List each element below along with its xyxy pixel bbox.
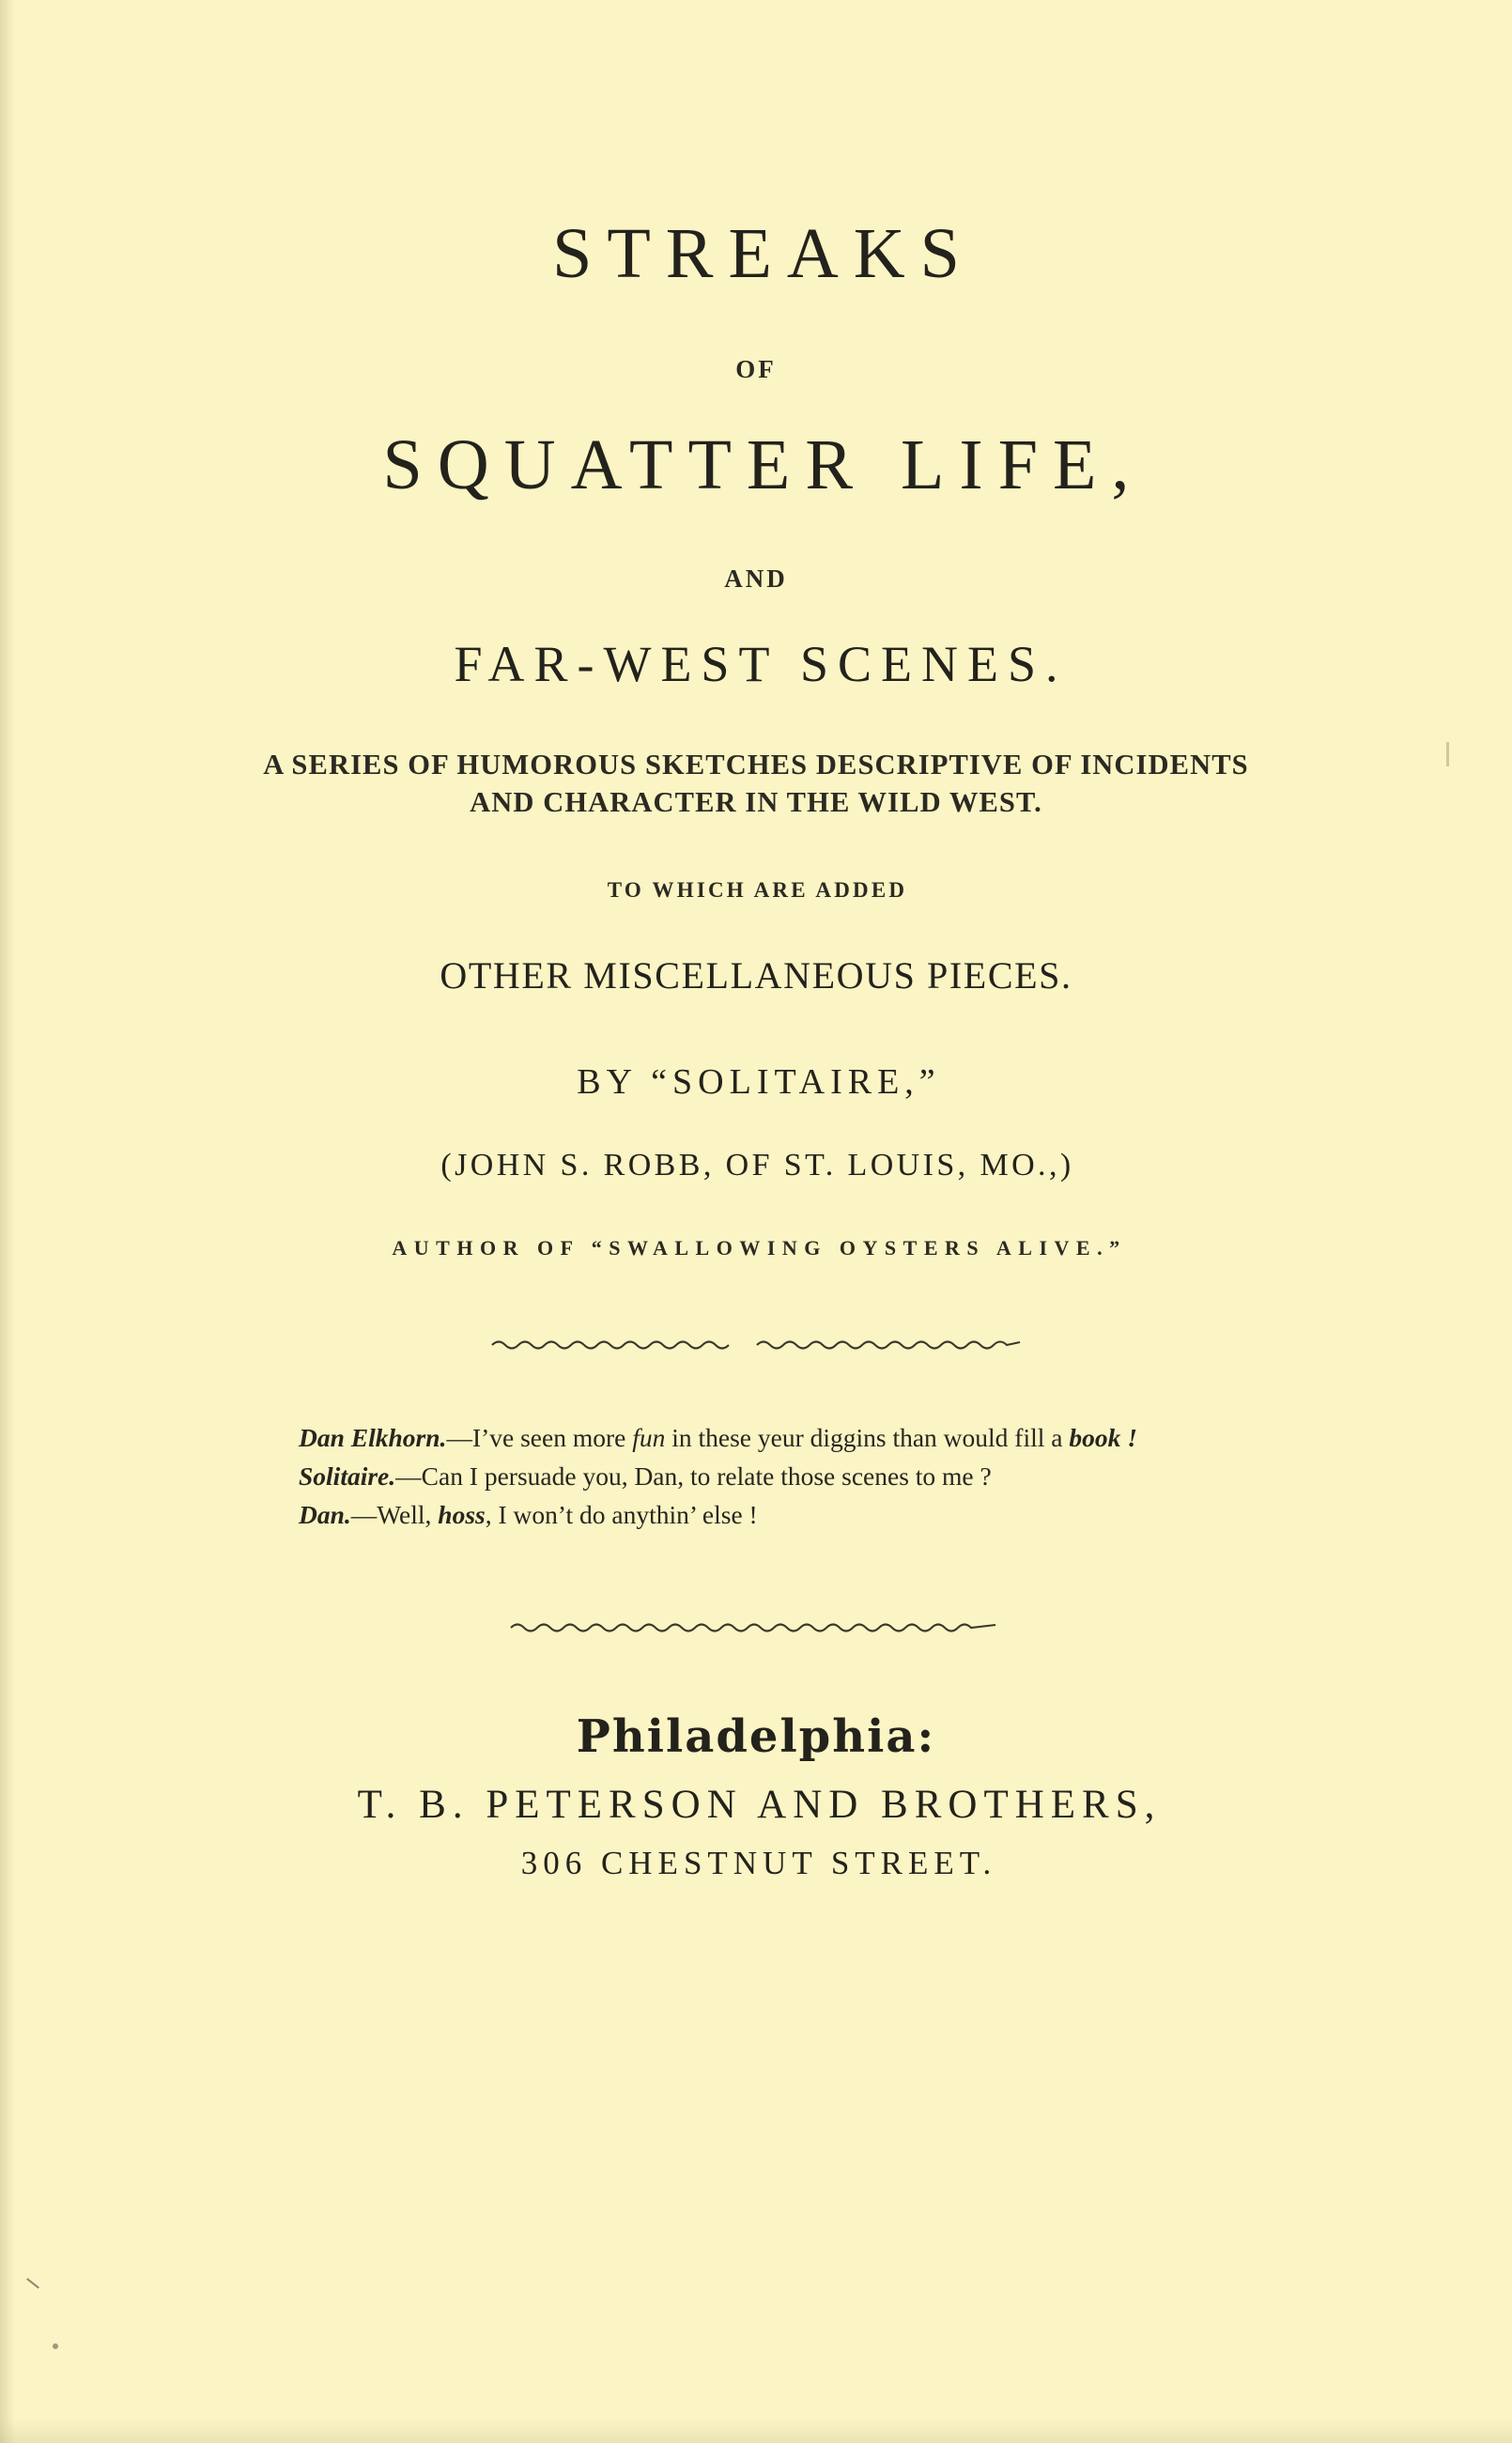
dialogue-line-2-text: —Can I persuade you, Dan, to relate those scenes to me ?	[395, 1461, 992, 1491]
dialogue-line-3-b: , I won’t do anythin’ else !	[485, 1500, 758, 1529]
imprint-publisher: T. B. PETERSON AND BROTHERS,	[357, 1783, 1162, 1828]
title-connector-and: AND	[724, 564, 788, 593]
title-line-3: FAR-WEST SCENES.	[454, 636, 1068, 692]
dialogue-speaker-1: Dan Elkhorn.	[299, 1422, 447, 1452]
subtitle-line-1: A SERIES OF HUMOROUS SKETCHES DESCRIPTIVE OF INCIDENTS	[263, 749, 1249, 781]
title-line-1: STREAKS	[552, 214, 975, 293]
addendum-lead: TO WHICH ARE ADDED	[607, 877, 908, 902]
subtitle	[0, 746, 1512, 822]
dialogue-line-3-a: —Well,	[350, 1500, 439, 1529]
wavy-rule-icon-1	[0, 1334, 1512, 1354]
dialogue-line-1-b: in these yeur diggins than would fill a	[665, 1422, 1070, 1452]
author-by-line: BY “SOLITAIRE,”	[577, 1061, 941, 1102]
title-line-2: SQUATTER LIFE,	[382, 425, 1145, 504]
page-speck-mark-2	[53, 2343, 58, 2349]
dialogue-speaker-2: Solitaire.	[299, 1461, 396, 1491]
page-speck-mark-1	[26, 2278, 39, 2288]
dialogue-line-3	[299, 1495, 1366, 1534]
imprint-address: 306 CHESTNUT STREET.	[520, 1845, 997, 1882]
dialogue-speaker-3: Dan.	[299, 1500, 351, 1529]
addendum-text: OTHER MISCELLANEOUS PIECES.	[440, 953, 1072, 997]
imprint-city: Philadelphia:	[576, 1710, 936, 1764]
page-speck-mark-3	[1446, 742, 1449, 766]
dialogue-line-1-a: —I’ve seen more	[446, 1422, 633, 1452]
dialogue-line-1	[299, 1418, 1366, 1457]
epigraph-dialogue	[146, 1418, 1366, 1535]
page-bottom-shadow	[0, 2419, 1512, 2443]
dialogue-line-1-emphasis: fun	[632, 1422, 666, 1452]
dialogue-line-1-end: book !	[1069, 1422, 1137, 1452]
author-credit: AUTHOR OF “SWALLOWING OYSTERS ALIVE.”	[392, 1235, 1127, 1260]
title-connector-of: OF	[735, 355, 777, 383]
dialogue-line-2	[299, 1457, 1366, 1495]
dialogue-line-3-emphasis: hoss	[438, 1500, 486, 1529]
wavy-rule-icon-2	[0, 1616, 1512, 1637]
author-real-name: (JOHN S. ROBB, OF ST. LOUIS, MO.,)	[440, 1147, 1074, 1183]
subtitle-line-2: AND CHARACTER IN THE WILD WEST.	[470, 786, 1042, 819]
